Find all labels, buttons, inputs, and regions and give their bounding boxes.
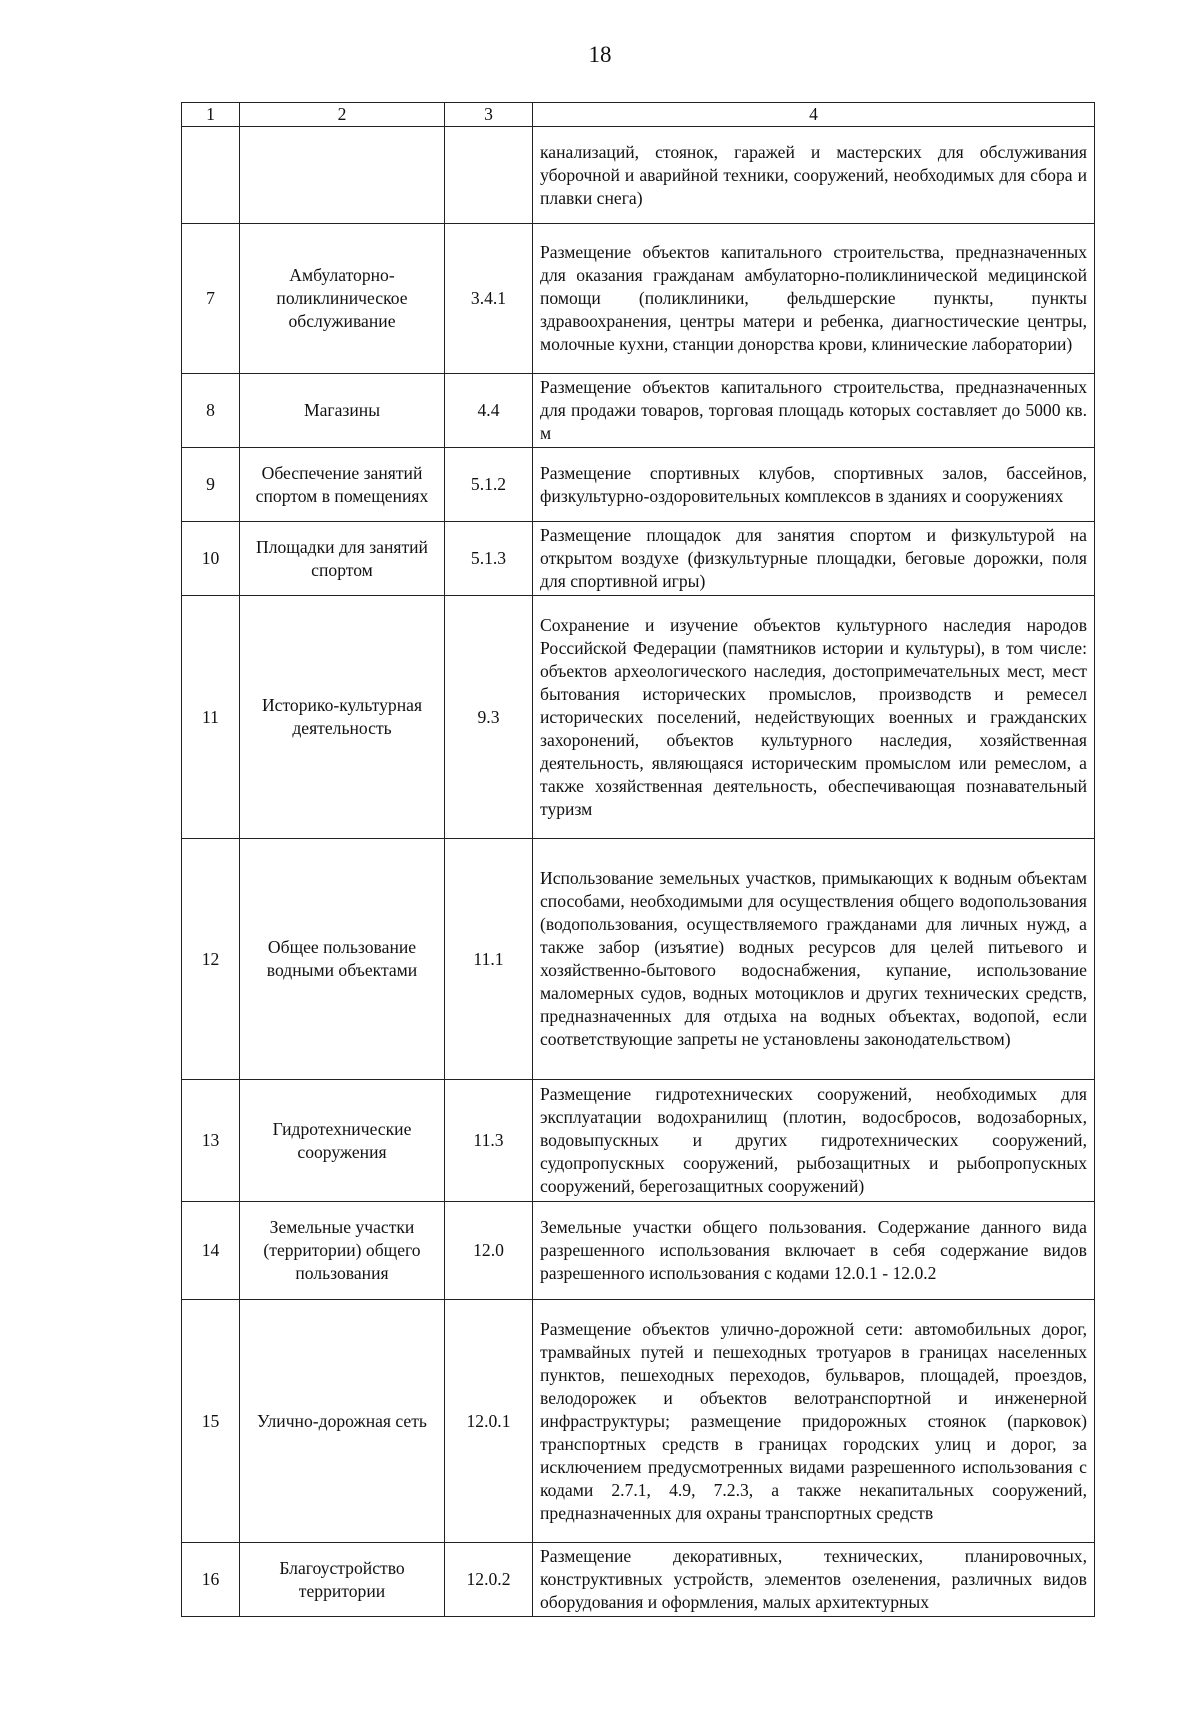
row-name: Магазины <box>240 374 445 448</box>
row-name: Обеспечение занятий спортом в помещениях <box>240 448 445 522</box>
row-description: Использование земельных участков, примыкающих к водным объектам способами, необходимыми для осуществления общего водопользования (водопользования, осуществляемого гражданами для личных нужд, а также забор (изъятие) водных ресурсов для целей питьевого и хозяйственно-бытового водоснабжения, купание, использование маломерных судов, водных мотоциклов и других технических средств, предназначенных для отдыха на водных объектах, водопой, если соответствующие запреты не установлены законодательством) <box>533 839 1095 1080</box>
row-name: Благоустройство территории <box>240 1543 445 1617</box>
row-number: 12 <box>182 839 240 1080</box>
row-code: 5.1.2 <box>445 448 533 522</box>
header-col-4: 4 <box>533 103 1095 127</box>
header-col-2: 2 <box>240 103 445 127</box>
table-row <box>182 1543 1095 1617</box>
table-row <box>182 448 1095 522</box>
header-col-1: 1 <box>182 103 240 127</box>
row-number: 14 <box>182 1202 240 1300</box>
row-code: 12.0.1 <box>445 1300 533 1543</box>
table-row <box>182 127 1095 224</box>
table-row <box>182 224 1095 374</box>
row-number: 16 <box>182 1543 240 1617</box>
row-number: 15 <box>182 1300 240 1543</box>
row-description: Сохранение и изучение объектов культурного наследия народов Российской Федерации (памятников истории и культуры), в том числе: объектов археологического наследия, достопримечательных мест, мест бытования исторических промыслов, производств и ремесел исторических поселений, недействующих военных и гражданских захоронений, объектов культурного наследия, хозяйственная деятельность, являющаяся историческим промыслом или ремеслом, а также хозяйственная деятельность, обеспечивающая познавательный туризм <box>533 596 1095 839</box>
page-number: 18 <box>588 42 612 67</box>
row-description: канализаций, стоянок, гаражей и мастерских для обслуживания уборочной и аварийной техники, сооружений, необходимых для сбора и плавки снега) <box>533 127 1095 224</box>
table-row <box>182 1202 1095 1300</box>
table-row <box>182 374 1095 448</box>
row-description: Размещение гидротехнических сооружений, необходимых для эксплуатации водохранилищ (плотин, водосбросов, водозаборных, водовыпускных и других гидротехнических сооружений, судопропускных сооружений, рыбозащитных и рыбопропускных сооружений, берегозащитных сооружений) <box>533 1080 1095 1202</box>
row-code: 9.3 <box>445 596 533 839</box>
table-row <box>182 1300 1095 1543</box>
row-number <box>182 127 240 224</box>
row-name: Площадки для занятий спортом <box>240 522 445 596</box>
row-name: Улично-дорожная сеть <box>240 1300 445 1543</box>
land-use-table <box>181 102 1095 1617</box>
row-code <box>445 127 533 224</box>
header-col-3: 3 <box>445 103 533 127</box>
row-code: 3.4.1 <box>445 224 533 374</box>
row-code: 12.0 <box>445 1202 533 1300</box>
row-description: Размещение декоративных, технических, планировочных, конструктивных устройств, элементов озеленения, различных видов оборудования и оформления, малых архитектурных <box>533 1543 1095 1617</box>
row-code: 5.1.3 <box>445 522 533 596</box>
table-row <box>182 596 1095 839</box>
row-description: Земельные участки общего пользования. Содержание данного вида разрешенного использования включает в себя содержание видов разрешенного использования с кодами 12.0.1 - 12.0.2 <box>533 1202 1095 1300</box>
row-description: Размещение объектов капитального строительства, предназначенных для оказания гражданам амбулаторно-поликлинической медицинской помощи (поликлиники, фельдшерские пункты, пункты здравоохранения, центры матери и ребенка, диагностические центры, молочные кухни, станции донорства крови, клинические лаборатории) <box>533 224 1095 374</box>
table-row <box>182 1080 1095 1202</box>
row-name: Гидротехнические сооружения <box>240 1080 445 1202</box>
row-name: Земельные участки (территории) общего пользования <box>240 1202 445 1300</box>
table-header-row <box>182 103 1095 127</box>
row-name <box>240 127 445 224</box>
row-name: Амбулаторно-поликлиническое обслуживание <box>240 224 445 374</box>
table-row <box>182 522 1095 596</box>
row-number: 13 <box>182 1080 240 1202</box>
row-number: 10 <box>182 522 240 596</box>
row-name: Историко-культурная деятельность <box>240 596 445 839</box>
row-description: Размещение площадок для занятия спортом и физкультурой на открытом воздухе (физкультурные площадки, беговые дорожки, поля для спортивной игры) <box>533 522 1095 596</box>
row-number: 7 <box>182 224 240 374</box>
row-number: 11 <box>182 596 240 839</box>
row-description: Размещение спортивных клубов, спортивных залов, бассейнов, физкультурно-оздоровительных комплексов в зданиях и сооружениях <box>533 448 1095 522</box>
row-description: Размещение объектов капитального строительства, предназначенных для продажи товаров, торговая площадь которых составляет до 5000 кв. м <box>533 374 1095 448</box>
row-name: Общее пользование водными объектами <box>240 839 445 1080</box>
row-description: Размещение объектов улично-дорожной сети: автомобильных дорог, трамвайных путей и пешеходных тротуаров в границах населенных пунктов, пешеходных переходов, бульваров, площадей, проездов, велодорожек и объектов велотранспортной и инженерной инфраструктуры; размещение придорожных стоянок (парковок) транспортных средств в границах городских улиц и дорог, за исключением предусмотренных видами разрешенного использования с кодами 2.7.1, 4.9, 7.2.3, а также некапитальных сооружений, предназначенных для охраны транспортных средств <box>533 1300 1095 1543</box>
table-row <box>182 839 1095 1080</box>
row-code: 11.3 <box>445 1080 533 1202</box>
row-number: 9 <box>182 448 240 522</box>
row-number: 8 <box>182 374 240 448</box>
row-code: 12.0.2 <box>445 1543 533 1617</box>
row-code: 11.1 <box>445 839 533 1080</box>
row-code: 4.4 <box>445 374 533 448</box>
